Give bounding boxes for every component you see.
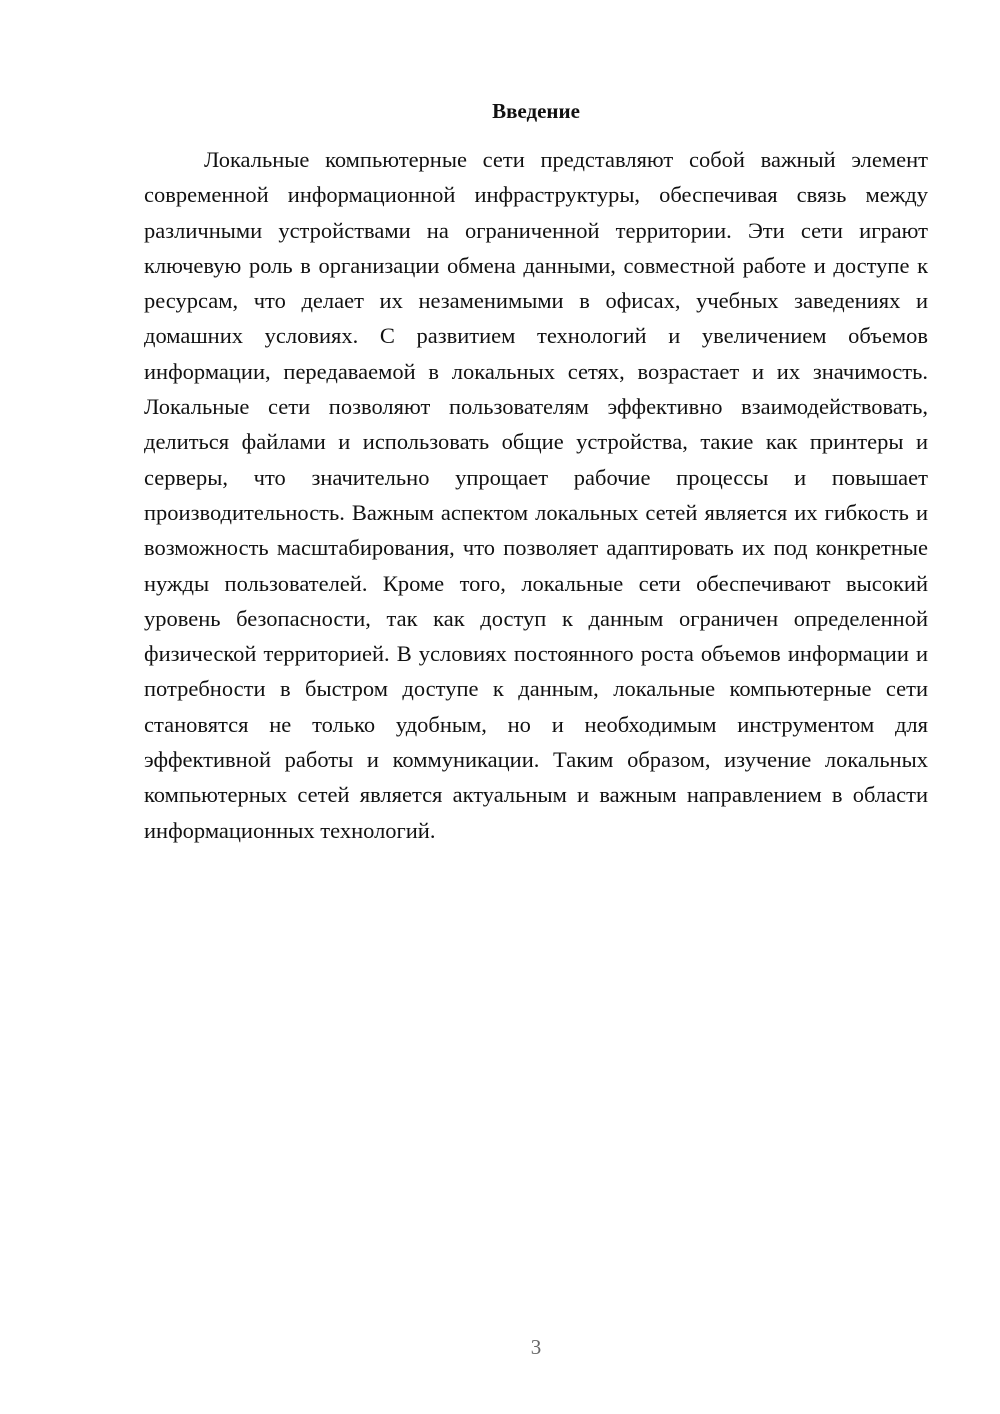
page-number: 3 — [530, 1335, 542, 1359]
page-title: Введение — [492, 99, 580, 123]
body-paragraph: Локальные компьютерные сети представляют собой важный элемент современной информационной инфраструктуры, обеспечивая связь между различными устройствами на ограниченной территории. Эти сети играют ключевую роль в организации обмена данными, совместной работе и доступе к ресурсам, что делает их незаменимыми в офисах, учебных заведениях и домашних условиях. С развитием технологий и увеличением объемов информации, передаваемой в локальных сетях, возрастает и их значимость. Локальные сети позволяют пользователям эффективно взаимодействовать, делиться файлами и использовать общие устройства, такие как принтеры и серверы, что значительно упрощает рабочие процессы и повышает производительность. Важным аспектом локальных сетей является их гибкость и возможность масштабирования, что позволяет адаптировать их под конкретные нужды пользователей. Кроме того, локальные сети обеспечивают высокий уровень безопасности, так как доступ к данным ограничен определенной физической территорией. В условиях постоянного роста объемов информации и потребности в быстром доступе к данным, локальные компьютерные сети становятся не только удобным, но и необходимым инструментом для эффективной работы и коммуникации. Таким образом, изучение локальных компьютерных сетей является актуальным и важным направлением в области информационных технологий. — [144, 147, 928, 843]
